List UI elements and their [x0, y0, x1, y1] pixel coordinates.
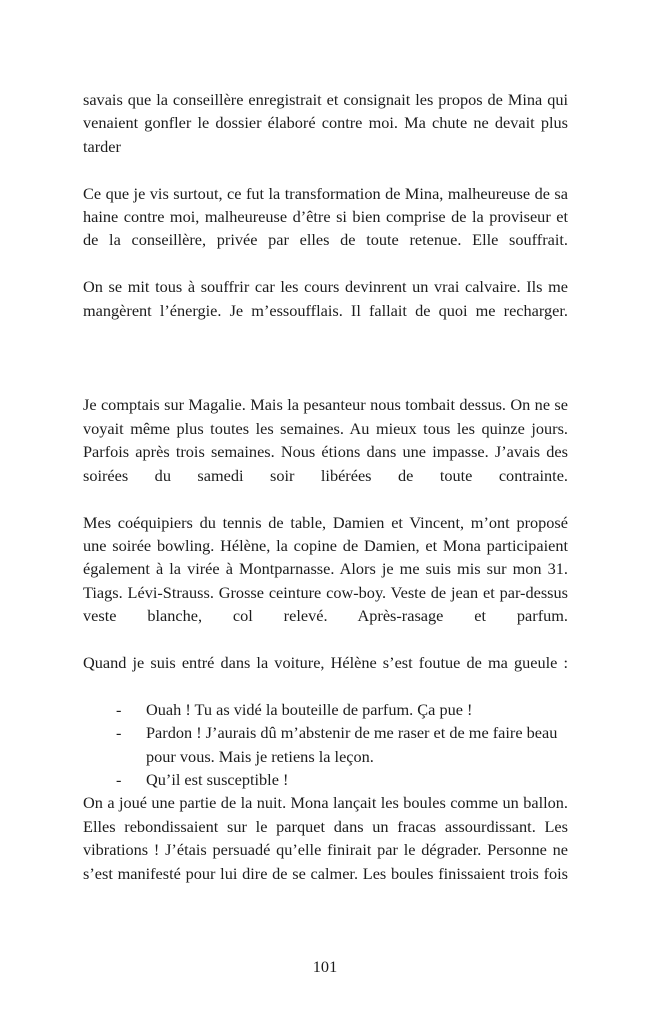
dialogue-line: [83, 698, 568, 721]
dialogue-dash-marker: -: [116, 699, 122, 719]
dialogue-line-text: Pardon ! J’aurais dû m’abstenir de me raser et de me faire beau pour vous. Mais je retiens la leçon.: [146, 723, 558, 766]
paragraph: savais que la conseillère enregistrait et consignait les propos de Mina qui venaient gonfler le dossier élaboré contre moi. Ma chute ne devait plus tarder: [83, 90, 568, 156]
dialogue-line-text: Ouah ! Tu as vidé la bouteille de parfum. Ça pue !: [146, 699, 473, 719]
paragraph: Ce que je vis surtout, ce fut la transformation de Mina, malheureuse de sa haine contre moi, malheureuse d’être si bien comprise de la proviseur et de la conseillère, privée par elles de toute retenue. Elle souffrait.: [83, 183, 568, 250]
paragraph: Quand je suis entré dans la voiture, Hélène s’est foutue de ma gueule :: [83, 652, 568, 672]
dialogue-list: [83, 698, 568, 792]
section-one: [83, 88, 568, 345]
section-divider-space: [83, 345, 568, 393]
dialogue-line: [83, 768, 568, 791]
paragraph: Mes coéquipiers du tennis de table, Damien et Vincent, m’ont proposé une soirée bowling. Hélène, la copine de Damien, et Mona participaient également à la virée à Montparnasse. Alors je me suis mis sur mon 31. Tiags. Lévi-Strauss. Grosse ceinture cow-boy. Veste de jean et par-dessus veste blanche, col relevé. Après-rasage et parfum.: [83, 512, 568, 626]
section-two: [83, 393, 568, 908]
paragraph: On se mit tous à souffrir car les cours devinrent un vrai calvaire. Ils me mangèrent l’énergie. Je m’essoufflais. Il fallait de quoi me recharger.: [83, 277, 568, 320]
dialogue-line: [83, 721, 568, 768]
dialogue-dash-marker: -: [116, 769, 122, 789]
page-text-column: [83, 88, 568, 908]
page-number: 101: [312, 957, 338, 976]
dialogue-line-text: Qu’il est susceptible !: [146, 769, 289, 789]
paragraph: Je comptais sur Magalie. Mais la pesanteur nous tombait dessus. On ne se voyait même plus toutes les semaines. Au mieux tous les quinze jours. Parfois après trois semaines. Nous étions dans une impasse. J’avais des soirées du samedi soir libérées de toute contrainte.: [83, 395, 568, 485]
paragraph: On a joué une partie de la nuit. Mona lançait les boules comme un ballon. Elles rebondissaient sur le parquet dans un fracas assourdissant. Les vibrations ! J’étais persuadé qu’elle finirait par le dégrader. Personne ne s’est manifesté pour lui dire de se calmer. Les boules finissaient trois fois: [83, 793, 568, 883]
dialogue-dash-marker: -: [116, 723, 122, 743]
